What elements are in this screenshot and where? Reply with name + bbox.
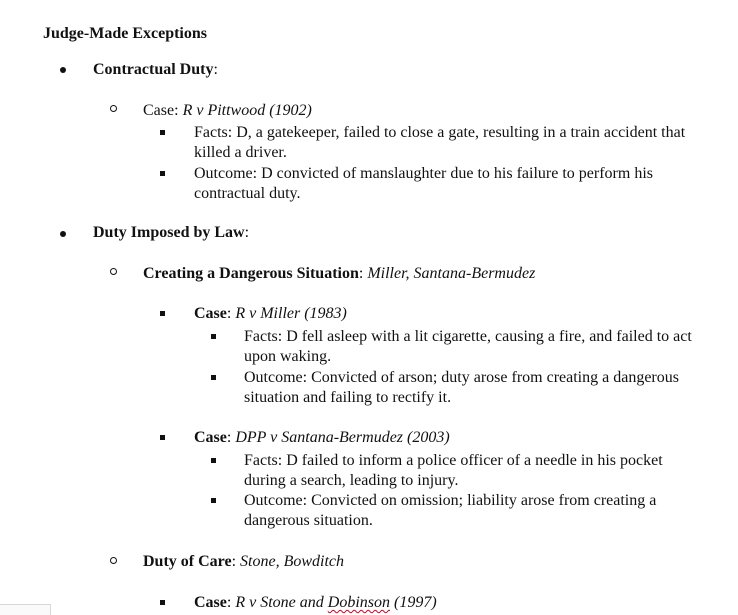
bullet-square: [160, 171, 165, 176]
case-name-part3: (1997): [390, 594, 437, 611]
bullet-square: [211, 375, 216, 380]
outcome-line1: Convicted on omission; liability arose from creating a: [311, 492, 657, 509]
section-contractual-duty: [93, 60, 218, 80]
section-title: Contractual Duty: [93, 61, 214, 78]
bullet-circle: [110, 268, 117, 275]
page-heading: Judge-Made Exceptions: [43, 25, 207, 42]
bullet-square: [160, 435, 165, 440]
outcome-santana-bermudez: [244, 491, 724, 531]
case-stone-dobinson: Case: R v Stone and Dobinson (1997): [194, 594, 437, 611]
facts-line2: upon waking.: [244, 348, 332, 365]
outcome-line2: dangerous situation.: [244, 512, 373, 529]
facts-line1: D, a gatekeeper, failed to close a gate, resulting in a train accident that: [236, 124, 686, 141]
facts-label: Facts:: [244, 452, 283, 469]
bullet-circle: [110, 105, 117, 112]
outcome-line1: Convicted of arson; duty arose from creating a dangerous: [311, 369, 679, 386]
bullet-disc: [60, 67, 66, 73]
facts-miller: [244, 327, 724, 367]
subsection-cases: Miller, Santana-Bermudez: [367, 265, 536, 282]
case-santana-bermudez: Case: DPP v Santana-Bermudez (2003): [194, 429, 450, 446]
facts-label: Facts:: [194, 124, 233, 141]
facts-pittwood: [194, 123, 724, 163]
bullet-square: [160, 311, 165, 316]
case-label: Case: [194, 429, 227, 446]
case-name-part2-misspelled: Dobinson: [327, 594, 390, 611]
case-miller: Case: R v Miller (1983): [194, 305, 347, 322]
bullet-square: [211, 334, 216, 339]
outcome-line2: contractual duty.: [194, 185, 301, 202]
case-name-part1: R v Stone and: [235, 594, 328, 611]
facts-line1: D fell asleep with a lit cigarette, causing a fire, and failed to act: [286, 328, 692, 345]
bullet-square: [211, 498, 216, 503]
case-label: Case: [143, 102, 175, 119]
outcome-line1: D convicted of manslaughter due to his failure to perform his: [261, 165, 653, 182]
case-label: Case: [194, 594, 227, 611]
case-name: R v Pittwood (1902): [182, 102, 312, 119]
facts-line1: D failed to inform a police officer of a needle in his pocket: [286, 452, 663, 469]
colon: :: [244, 224, 250, 241]
horizontal-scrollbar[interactable]: [0, 604, 51, 615]
bullet-circle: [110, 557, 117, 564]
facts-label: Facts:: [244, 328, 283, 345]
facts-line2: during a search, leading to injury.: [244, 472, 459, 489]
subsection-cases: Stone, Bowditch: [240, 553, 345, 570]
case-name: DPP v Santana-Bermudez (2003): [235, 429, 450, 446]
subsection-title: Creating a Dangerous Situation: [143, 265, 359, 282]
bullet-square: [160, 130, 165, 135]
outcome-pittwood: [194, 164, 724, 204]
facts-line2: killed a driver.: [194, 144, 287, 161]
bullet-square: [211, 458, 216, 463]
case-label: Case: [194, 305, 227, 322]
subsection-dangerous-situation: Creating a Dangerous Situation: Miller, Santana-Bermudez: [143, 265, 536, 282]
case-name: R v Miller (1983): [235, 305, 347, 322]
bullet-square: [160, 600, 165, 605]
case-pittwood: Case: R v Pittwood (1902): [143, 102, 312, 119]
subsection-title: Duty of Care: [143, 553, 232, 570]
facts-santana-bermudez: [244, 451, 724, 491]
outcome-label: Outcome:: [244, 369, 308, 386]
outcome-miller: [244, 368, 724, 408]
subsection-duty-of-care: Duty of Care: Stone, Bowditch: [143, 553, 345, 570]
section-duty-imposed-by-law: [93, 223, 249, 243]
section-title: Duty Imposed by Law: [93, 224, 245, 241]
outcome-line2: situation and failing to rectify it.: [244, 389, 452, 406]
outcome-label: Outcome:: [194, 165, 258, 182]
outcome-label: Outcome:: [244, 492, 308, 509]
bullet-disc: [60, 231, 66, 237]
colon: :: [213, 61, 218, 78]
